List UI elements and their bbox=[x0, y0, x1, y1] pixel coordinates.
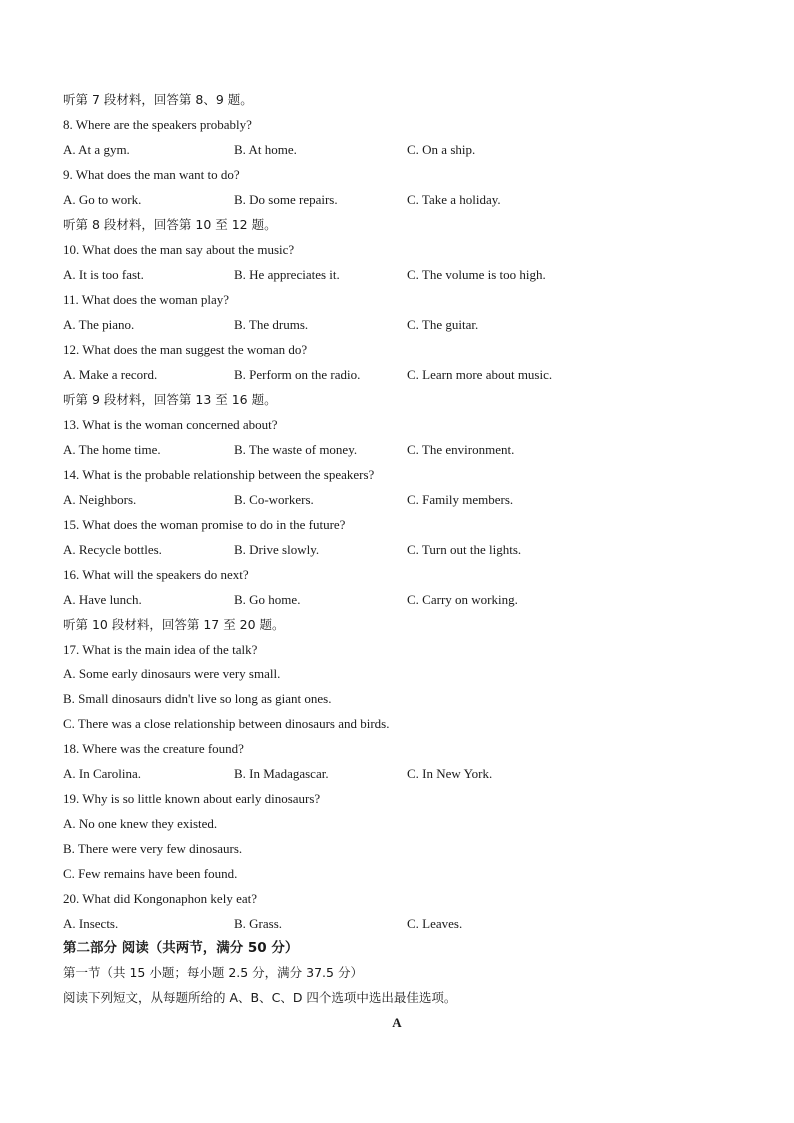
option-b: B. He appreciates it. bbox=[234, 267, 340, 282]
question-text: 10. What does the man say about the music? bbox=[63, 242, 295, 257]
part-instruction: 阅读下列短文，从每题所给的 A、B、C、D 四个选项中选出最佳选项。 bbox=[63, 990, 457, 1005]
option-a: A. Have lunch. bbox=[63, 592, 142, 607]
option-b: B. Perform on the radio. bbox=[234, 367, 361, 382]
option-b: B. At home. bbox=[234, 142, 297, 157]
option-a: A. No one knew they existed. bbox=[63, 816, 218, 831]
option-c: C. Learn more about music. bbox=[407, 367, 553, 382]
question-text: 20. What did Kongonaphon kely eat? bbox=[63, 891, 257, 906]
question-text: 19. Why is so little known about early dinosaurs? bbox=[63, 791, 321, 806]
question-text: 16. What will the speakers do next? bbox=[63, 567, 249, 582]
option-b: B. Do some repairs. bbox=[234, 192, 338, 207]
section-intro: 听第 9 段材料，回答第 13 至 16 题。 bbox=[63, 392, 277, 407]
section-intro: 听第 8 段材料，回答第 10 至 12 题。 bbox=[63, 217, 277, 232]
option-b: B. Grass. bbox=[234, 916, 283, 931]
part-title: 第二部分 阅读（共两节，满分 50 分） bbox=[63, 940, 299, 956]
option-a: A. Neighbors. bbox=[63, 492, 137, 507]
option-c: C. Family members. bbox=[407, 492, 514, 507]
option-a: A. Make a record. bbox=[63, 367, 158, 382]
option-b: B. In Madagascar. bbox=[234, 766, 329, 781]
question-text: 15. What does the woman promise to do in the future? bbox=[63, 517, 346, 532]
option-a: A. Insects. bbox=[63, 916, 119, 931]
option-c: C. Few remains have been found. bbox=[63, 866, 238, 881]
option-c: C. Carry on working. bbox=[407, 592, 518, 607]
option-c: C. Take a holiday. bbox=[407, 192, 501, 207]
question-text: 11. What does the woman play? bbox=[63, 292, 230, 307]
option-a: A. The home time. bbox=[63, 442, 161, 457]
question-text: 13. What is the woman concerned about? bbox=[63, 417, 278, 432]
question-text: 9. What does the man want to do? bbox=[63, 167, 240, 182]
question-text: 12. What does the man suggest the woman do? bbox=[63, 342, 308, 357]
option-c: C. The volume is too high. bbox=[407, 267, 546, 282]
question-text: 17. What is the main idea of the talk? bbox=[63, 642, 258, 657]
option-c: C. The guitar. bbox=[407, 317, 479, 332]
option-b: B. Drive slowly. bbox=[234, 542, 320, 557]
part-subtitle: 第一节（共 15 小题；每小题 2.5 分，满分 37.5 分） bbox=[63, 965, 363, 980]
option-c: C. Leaves. bbox=[407, 916, 463, 931]
option-a: A. Recycle bottles. bbox=[63, 542, 162, 557]
option-c: C. In New York. bbox=[407, 766, 493, 781]
option-b: B. Go home. bbox=[234, 592, 301, 607]
option-a: A. Some early dinosaurs were very small. bbox=[63, 666, 281, 681]
option-c: C. There was a close relationship between dinosaurs and birds. bbox=[63, 716, 390, 731]
option-b: B. Small dinosaurs didn't live so long as giant ones. bbox=[63, 691, 332, 706]
option-c: C. The environment. bbox=[407, 442, 515, 457]
passage-label: A bbox=[392, 1015, 402, 1030]
option-a: A. In Carolina. bbox=[63, 766, 141, 781]
option-a: A. The piano. bbox=[63, 317, 135, 332]
option-b: B. Co-workers. bbox=[234, 492, 314, 507]
section-intro: 听第 7 段材料，回答第 8、9 题。 bbox=[63, 92, 253, 107]
question-text: 18. Where was the creature found? bbox=[63, 741, 244, 756]
option-b: B. The drums. bbox=[234, 317, 309, 332]
option-a: A. Go to work. bbox=[63, 192, 142, 207]
section-intro: 听第 10 段材料，回答第 17 至 20 题。 bbox=[63, 617, 285, 632]
question-text: 8. Where are the speakers probably? bbox=[63, 117, 252, 132]
option-c: C. Turn out the lights. bbox=[407, 542, 522, 557]
question-text: 14. What is the probable relationship between the speakers? bbox=[63, 467, 375, 482]
option-c: C. On a ship. bbox=[407, 142, 476, 157]
option-b: B. The waste of money. bbox=[234, 442, 358, 457]
option-a: A. It is too fast. bbox=[63, 267, 144, 282]
option-b: B. There were very few dinosaurs. bbox=[63, 841, 243, 856]
option-a: A. At a gym. bbox=[63, 142, 130, 157]
